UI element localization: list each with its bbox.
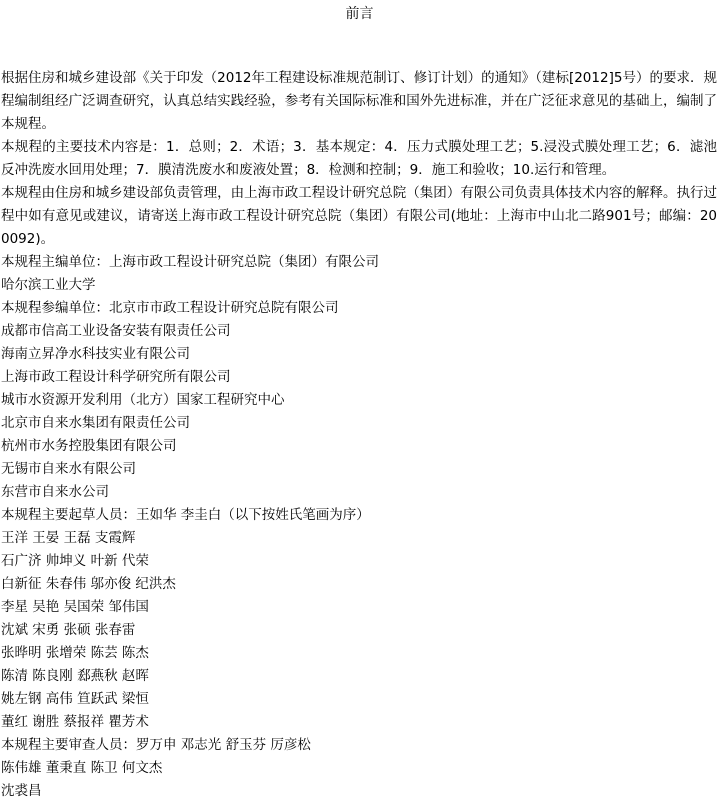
paragraph-main-contents: 本规程的主要技术内容是：1．总则；2．术语；3．基本规定：4．压力式膜处理工艺；5.浸没式膜处理工艺；6．滤池反冲洗废水回用处理；7．膜清洗废水和废液处置；8．检测和控制；9．施工和验收；10.运行和管理。 — [1, 139, 717, 178]
chief-editor-unit-2: 哈尔滨工业大学 — [1, 277, 96, 293]
participating-unit: 海南立昇净水科技实业有限公司 — [1, 346, 190, 362]
chief-editor-unit: 本规程主编单位：上海市政工程设计研究总院（集团）有限公司 — [1, 254, 379, 270]
participating-unit: 上海市政工程设计科学研究所有限公司 — [1, 369, 231, 385]
drafters-list: 沈斌 宋勇 张硕 张春雷 — [1, 622, 136, 638]
participating-unit: 东营市自来水公司 — [1, 484, 109, 500]
drafters-list: 石广济 帅坤义 叶新 代荣 — [1, 553, 149, 569]
drafters-list: 王洋 王晏 王磊 支霞辉 — [1, 530, 136, 546]
reviewers-heading: 本规程主要审查人员：罗万申 邓志光 舒玉芬 厉彦松 — [1, 737, 311, 753]
participating-unit: 成都市信高工业设备安装有限责任公司 — [1, 323, 231, 339]
document-body — [1, 67, 717, 803]
drafters-list: 李星 吴艳 吴国荣 邹伟国 — [1, 599, 149, 615]
drafters-list: 陈清 陈良刚 郄燕秋 赵晖 — [1, 668, 149, 684]
drafters-list: 姚左钢 高伟 笪跃武 梁恒 — [1, 691, 149, 707]
paragraph-background: 根据住房和城乡建设部《关于印发（2012年工程建设标准规范制订、修订计划）的通知》（建标[2012]5号）的要求．规程编制组经广泛调查研究，认真总结实践经验，参考有关国际标准和国外先进标准，并在广泛征求意见的基础上，编制了本规程。 — [1, 70, 717, 132]
drafters-list: 董红 谢胜 蔡报祥 瞿芳术 — [1, 714, 149, 730]
reviewers-list: 沈裘昌 — [1, 783, 42, 799]
participating-unit: 北京市自来水集团有限责任公司 — [1, 415, 190, 431]
drafters-heading: 本规程主要起草人员：王如华 李圭白（以下按姓氏笔画为序） — [1, 507, 370, 523]
paragraph-management: 本规程由住房和城乡建设部负责管理，由上海市政工程设计研究总院（集团）有限公司负责具体技术内容的解释。执行过程中如有意见或建议，请寄送上海市政工程设计研究总院（集团）有限公司(地址：上海市中山北二路901号；邮编：200092)。 — [1, 185, 717, 247]
reviewers-list: 陈伟雄 董秉直 陈卫 何文杰 — [1, 760, 163, 776]
participating-unit: 本规程参编单位：北京市市政工程设计研究总院有限公司 — [1, 300, 339, 316]
drafters-list: 白新征 朱春伟 邬亦俊 纪洪杰 — [1, 576, 176, 592]
page-title: 前言 — [345, 6, 374, 22]
drafters-list: 张晔明 张增荣 陈芸 陈杰 — [1, 645, 149, 661]
participating-unit: 杭州市水务控股集团有限公司 — [1, 438, 177, 454]
participating-unit: 城市水资源开发利用（北方）国家工程研究中心 — [1, 392, 285, 408]
participating-unit: 无锡市自来水有限公司 — [1, 461, 136, 477]
